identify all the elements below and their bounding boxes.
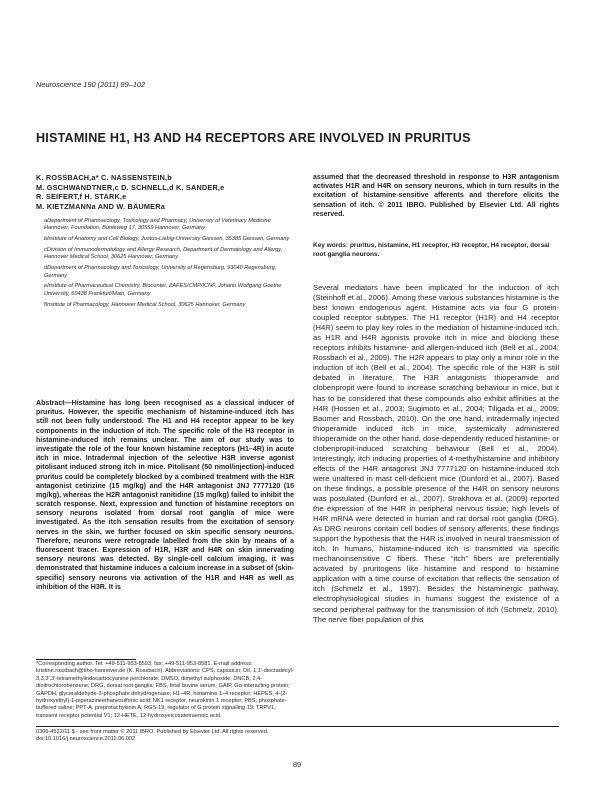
affiliation: bInstitute of Anatomy and Cell Biology, Justus-Liebig-University Giessen, 35385 Giessen, Germany	[44, 236, 290, 243]
page-number: 89	[292, 760, 302, 769]
author-line: M. KIETZMANNa AND W. BÄUMERa	[36, 201, 165, 211]
article-title: HISTAMINE H1, H3 AND H4 RECEPTORS ARE INVOLVED IN PRURITUS	[36, 131, 471, 145]
footnote-text: *Corresponding author. Tel: +49-511-953-8593; fax: +49-511-953-8581. E-mail address: kristine.rossbach@tiho-hannover.de (K. Rossbach). Abbreviations: CPS, capsaicin; DiI, 1,1′-dioctadecyl-3,3,3′,3′-tetramethylindocarbocyanine perchlorate; DMSO, dimethyl sulphoxide; DNCB, 2,4-dinitrochlorobenzene; DRG, dorsal root ganglia; FBS, fetal bovine serum; GAIP, Gα-interacting protein; GAPDH, glyceraldehyde-3-phosphate dehydrogenase; H1–4R, histamine 1–4 receptor; HEPES, 4-(2-hydroxyethyl)-1-piperazineethanesulfonic acid; NK1 receptor, neurokinin 1 receptor; PBS, phosphate-buffered saline; PPT-A, preprotachykinin A; RGS-19, regulator of G protein signalling 19; TRPV1, transient receptor potential V1; 12-HETE, 12-hydroxyeicosatetraenoic acid.	[36, 661, 294, 719]
footnote-rule	[36, 659, 136, 660]
footnote	[36, 661, 294, 720]
affiliation: dDepartment of Pharmacology and Toxicology, University of Regensburg, 93040 Regensburg, Germany	[44, 265, 277, 279]
affiliation: cDivision of Immunodermatology and Allergy Research, Department of Dermatology and Allergy, Hannover Medical School, 30625 Hannover, Germany	[44, 247, 283, 261]
author-line: R. SEIFERT,f H. STARK,e	[36, 192, 127, 202]
body-text	[313, 283, 559, 625]
affiliation-list	[36, 218, 294, 312]
abstract-end-text: assumed that the decreased threshold in response to H3R antagonism activates H1R and H4R on sensory neurons, which in turn results in the excitation of histamine-sensitive afferents and therefore elicits the sensation of itch. © 2011 IBRO. Published by Elsevier Ltd. All rights reserved.	[313, 174, 559, 218]
affiliation: aDepartment of Pharmacology, Toxicology and Pharmacy, University of Veterinary Medicine Hannover, Foundation, Bünteweg 17, 30559 Hannover, Germany	[44, 218, 271, 232]
author-line: M. GSCHWANDTNER,c D. SCHNELL,d K. SANDER,e	[36, 182, 225, 192]
affiliation: fInstitute of Pharmacology, Hannover Medical School, 30625 Hannover, Germany	[44, 301, 246, 308]
copyright-line: 0306-4522/11 $ - see front matter © 2011 IBRO. Published by Elsevier Ltd. All rights reserved.	[36, 729, 269, 735]
abstract	[36, 399, 294, 592]
body-paragraph: Several mediators have been implicated for the induction of itch (Steinhoff et al., 2006). Among these various substances histamine is the best known endogenous agent. Histamine acts via four G protein-coupled receptor subtypes. The H1 receptor (H1R) and H4 receptor (H4R) seem to play key roles in the mediation of histamine-induced itch, as H1R and H4R agonists provoke itch in mice and blocking these receptors inhibits histamine- and allergen-induced itch (Bell et al., 2004; Rossbach et al., 2009). The H2R appears to play only a minor role in the induction of itch (Bell et al., 2004). The specific role of the H3R is still debated in literature. The H3R antagonists thioperamide and clobenpropit were found to increase scratching behaviour in mice, but it has to be considered that these compounds also exhibit affinities at the H4R (Hossen et al., 2003; Sugimoto et al., 2004; Tiligada et al., 2009; Baumer and Rossbach, 2010). On the one hand, intradermally injected thioperamide induced itch in mice, systemically administered thioperamide on the other hand, dose-dependently reduced histamine- or clobenpropit-induced scratching behaviour (Bell et al., 2004). Interestingly, itch inducing properties of 4-methylhistamine and inhibitory effects of the H4R antagonist JNJ 7777120 on histamine-induced itch were unaltered in mast cell-deficient mice (Dunford et al., 2007). Based on these findings, a possible presence of the H4R on sensory neurons was postulated (Dunford et al., 2007). Strakhova et al. (2009) reported the expression of the H4R in peripheral nervous tissue; high levels of H4R mRNA were detected in human and rat dorsal root ganglia (DRG). As DRG neurons contain cell bodies of sensory afferents, these findings support the hypothesis that the H4R is involved in neural transmission of itch. In humans, histamine-induced itch is transmitted via specific mechanoinsensitive C fibers. These “itch” fibers are preferentially activated by pruritogens like histamine and respond to histamine application with a time course of excitation that reflects the sensation of itch (Schmelz et al., 1997). Besides the histaminergic pathway, electrophysiological studies in humans suggest the existence of a second peripheral pathway for the transmission of itch (Schmelz, 2010). The nerve fiber population of this	[313, 283, 559, 624]
keywords	[313, 241, 559, 259]
abstract-continuation	[313, 173, 559, 219]
affiliation: eInstitute of Pharmaceutical Chemistry, Biocenter, ZAFES/CMP/ICNF, Johann Wolfgang Goethe University, 60438 Frankfurt/Main, Germany	[44, 283, 282, 297]
journal-citation: Neuroscience 190 (2011) 89–102	[36, 80, 146, 89]
abstract-text: Abstract—Histamine has long been recognised as a classical inducer of pruritus. However, the specific mechanism of histamine-induced itch has still not been fully understood. The H1 and H4 receptor appear to be key components in the induction of itch. The specific role of the H3 receptor in histamine-induced itch remains unclear. The aim of our study was to investigate the role of the four known histamine receptors (H1–4R) in acute itch in mice. Intradermal injection of the selective H3R inverse agonist pitolisant induced strong itch in mice. Pitolisant (50 nmol/injection)-induced pruritus could be completely blocked by a combined treatment with the H1R antagonist cetirizine (15 mg/kg) and the H4R antagonist JNJ 7777120 (15 mg/kg), whereas the H2R antagonist ranitidine (15 mg/kg) failed to inhibit the scratch response. Next, expression and function of histamine receptors on sensory neurons isolated from dorsal root ganglia of mice were investigated. As the itch sensation results from the excitation of sensory nerves in the skin, we further focused on skin specific sensory neurons. Therefore, neurons were retrograde labelled from the skin by means of a fluorescent tracer. Expression of H1R, H3R and H4R on skin innervating sensory neurons was detected. By single-cell calcium imaging, it was demonstrated that histamine induces a calcium increase in a subset of (skin-specific) sensory neurons via activation of the H1R and H4R as well as inhibition of the H3R. It is	[36, 400, 294, 591]
bottom-rule	[36, 726, 559, 727]
keywords-text: Key words: pruritus, histamine, H1 receptor, H3 receptor, H4 receptor, dorsal root ganglia neurons.	[313, 242, 550, 258]
author-line: K. ROSSBACH,a* C. NASSENSTEIN,b	[36, 173, 172, 182]
doi-line[interactable]: doi:10.1016/j.neuroscience.2011.06.002	[36, 736, 136, 743]
publication-meta	[36, 729, 559, 744]
author-list	[36, 173, 294, 211]
